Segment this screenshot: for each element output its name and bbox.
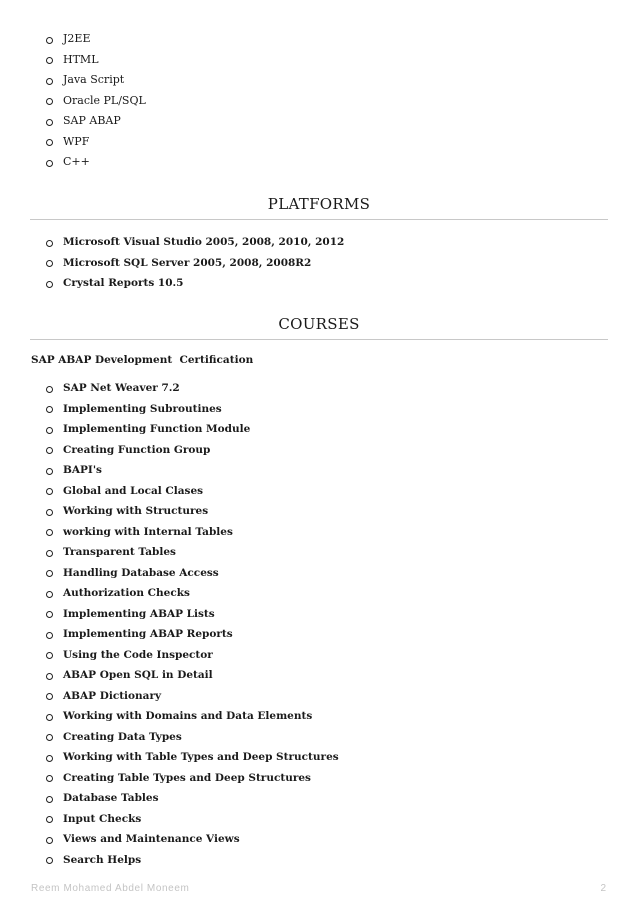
list-item-label: working with Internal Tables — [63, 525, 233, 538]
list-item-label: Database Tables — [63, 792, 159, 804]
courses-heading: COURSES — [278, 315, 360, 333]
circle-bullet-icon — [46, 447, 53, 454]
list-item-label: Microsoft SQL Server 2005, 2008, 2008R2 — [63, 256, 312, 269]
list-item-label: WPF — [63, 134, 90, 148]
circle-bullet-icon — [46, 78, 53, 85]
list-item-label: C++ — [63, 155, 90, 168]
list-item-label: SAP ABAP — [63, 114, 121, 127]
list-item-label: Working with Table Types and Deep Structures — [63, 751, 339, 763]
list-item-label: Crystal Reports 10.5 — [63, 277, 184, 289]
list-item-label: Working with Structures — [63, 505, 209, 517]
list-item — [0, 419, 339, 440]
circle-bullet-icon — [46, 816, 53, 823]
footer-page-number: 2 — [600, 883, 606, 894]
circle-bullet-icon — [46, 427, 53, 434]
list-item — [0, 809, 339, 830]
circle-bullet-icon — [46, 857, 53, 864]
list-item-label: BAPI's — [63, 464, 102, 476]
courses-subheading: SAP ABAP Development Certification — [31, 354, 254, 366]
list-item — [0, 460, 339, 481]
list-item — [0, 522, 339, 543]
list-item-label: Java Script — [63, 73, 125, 86]
list-item — [0, 50, 146, 71]
list-item — [0, 91, 146, 112]
list-item — [0, 273, 344, 294]
circle-bullet-icon — [46, 240, 53, 247]
circle-bullet-icon — [46, 775, 53, 782]
circle-bullet-icon — [46, 652, 53, 659]
list-item-label: HTML — [63, 52, 99, 66]
list-item-label: Global and Local Clases — [63, 484, 204, 497]
list-item-label: Implementing Function Module — [63, 423, 251, 435]
list-item-label: Handling Database Access — [63, 566, 219, 579]
circle-bullet-icon — [46, 591, 53, 598]
list-item — [0, 70, 146, 91]
circle-bullet-icon — [46, 550, 53, 557]
list-item — [0, 747, 339, 768]
circle-bullet-icon — [46, 119, 53, 126]
list-item-label: ABAP Open SQL in Detail — [63, 669, 213, 681]
list-item — [0, 727, 339, 748]
list-item — [0, 378, 339, 399]
circle-bullet-icon — [46, 693, 53, 700]
circle-bullet-icon — [46, 796, 53, 803]
circle-bullet-icon — [46, 673, 53, 680]
list-item-label: Input Checks — [63, 812, 142, 825]
list-item — [0, 253, 344, 274]
list-item — [0, 829, 339, 850]
list-item — [0, 563, 339, 584]
list-item-label: Views and Maintenance Views — [63, 833, 240, 845]
list-item — [0, 850, 339, 871]
list-item — [0, 132, 146, 153]
list-item-label: SAP Net Weaver 7.2 — [63, 382, 180, 394]
languages-list — [0, 29, 146, 173]
circle-bullet-icon — [46, 386, 53, 393]
circle-bullet-icon — [46, 570, 53, 577]
list-item-label: ABAP Dictionary — [63, 689, 162, 702]
footer-author: Reem Mohamed Abdel Moneem — [31, 883, 190, 894]
circle-bullet-icon — [46, 98, 53, 105]
list-item-label: Creating Function Group — [63, 443, 211, 456]
circle-bullet-icon — [46, 529, 53, 536]
circle-bullet-icon — [46, 632, 53, 639]
circle-bullet-icon — [46, 714, 53, 721]
list-item — [0, 501, 339, 522]
platforms-list — [0, 232, 344, 294]
list-item-label: Microsoft Visual Studio 2005, 2008, 2010, 2012 — [63, 236, 345, 248]
circle-bullet-icon — [46, 160, 53, 167]
list-item-label: J2EE — [63, 32, 91, 45]
circle-bullet-icon — [46, 611, 53, 618]
circle-bullet-icon — [46, 57, 53, 64]
list-item-label: Using the Code Inspector — [63, 648, 213, 661]
list-item — [0, 152, 146, 173]
list-item-label: Transparent Tables — [63, 546, 176, 558]
list-item-label: Implementing ABAP Lists — [63, 607, 215, 620]
list-item — [0, 399, 339, 420]
list-item — [0, 768, 339, 789]
circle-bullet-icon — [46, 509, 53, 516]
list-item — [0, 604, 339, 625]
list-item-label: Implementing Subroutines — [63, 402, 222, 415]
list-item-label: Oracle PL/SQL — [63, 93, 146, 107]
list-item — [0, 645, 339, 666]
circle-bullet-icon — [46, 468, 53, 475]
platforms-divider — [30, 219, 608, 220]
list-item — [0, 624, 339, 645]
list-item-label: Creating Data Types — [63, 730, 182, 743]
list-item — [0, 788, 339, 809]
circle-bullet-icon — [46, 734, 53, 741]
circle-bullet-icon — [46, 281, 53, 288]
list-item-label: Authorization Checks — [63, 587, 190, 599]
courses-list — [0, 378, 339, 870]
list-item-label: Search Helps — [63, 853, 142, 866]
list-item-label: Implementing ABAP Reports — [63, 628, 233, 640]
list-item — [0, 481, 339, 502]
list-item — [0, 665, 339, 686]
circle-bullet-icon — [46, 837, 53, 844]
circle-bullet-icon — [46, 755, 53, 762]
list-item — [0, 111, 146, 132]
platforms-heading: PLATFORMS — [267, 195, 371, 213]
list-item-label: Working with Domains and Data Elements — [63, 710, 313, 722]
circle-bullet-icon — [46, 488, 53, 495]
list-item — [0, 440, 339, 461]
list-item-label: Creating Table Types and Deep Structures — [63, 771, 311, 784]
list-item — [0, 542, 339, 563]
list-item — [0, 29, 146, 50]
circle-bullet-icon — [46, 139, 53, 146]
courses-divider — [30, 339, 608, 340]
list-item — [0, 686, 339, 707]
circle-bullet-icon — [46, 37, 53, 44]
circle-bullet-icon — [46, 260, 53, 267]
circle-bullet-icon — [46, 406, 53, 413]
list-item — [0, 583, 339, 604]
list-item — [0, 232, 344, 253]
list-item — [0, 706, 339, 727]
